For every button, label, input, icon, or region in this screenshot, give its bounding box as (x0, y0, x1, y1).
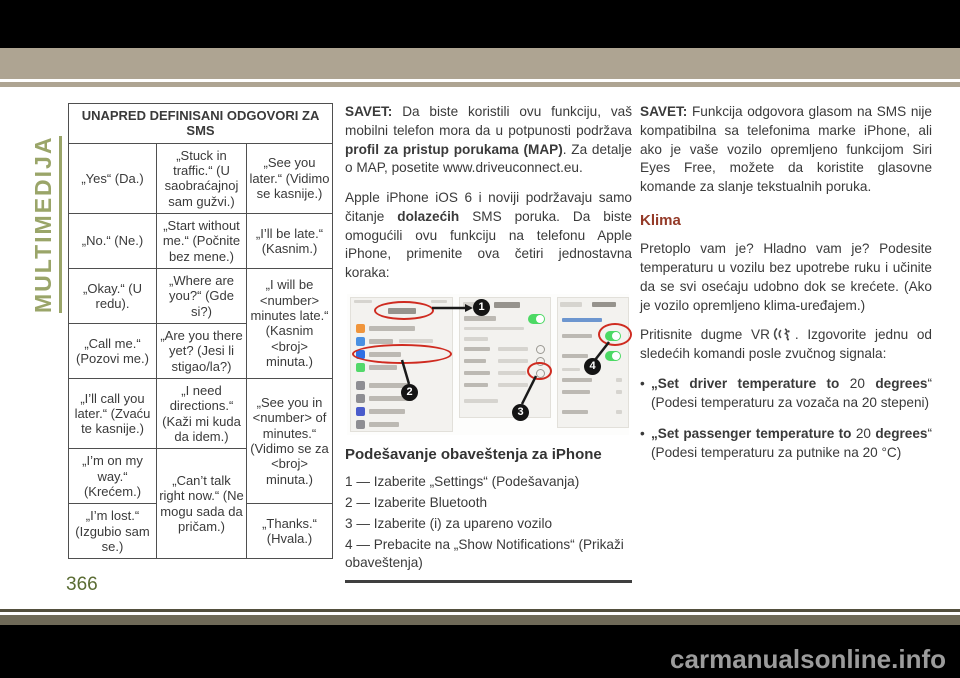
table-row (69, 268, 333, 323)
figure-caption: Podešavanje obaveštenja za iPhone (345, 445, 602, 463)
cell-no: „No.“ (Ne.) (69, 213, 157, 268)
bottom-olive-bar (0, 615, 960, 625)
callout-2-badge: 2 (401, 384, 418, 401)
cell-see-you-in-minutes: „See you in <number> of minutes.“ (Vidimo se za <broj> minuta.) (247, 378, 333, 503)
watermark-text: carmanualsonline.info (670, 644, 946, 674)
cell-okay: „Okay.“ (U redu). (69, 268, 157, 323)
page-number: 366 (66, 574, 98, 595)
tip-map-paragraph: SAVET: Da biste koristili ovu funkciju, vaš mobilni telefon mora da u potpunosti podržava profil za pristup porukama (MAP). Za detalje o MAP, posetite www.driveuconnect.eu. (345, 104, 632, 176)
section-tab (30, 136, 62, 313)
cell-ill-call-you-later: „I’ll call you later.“ (Zvaću te kasnije.) (69, 378, 157, 448)
cell-cant-talk: „Can’t talk right now.“ (Ne mogu sada da pričam.) (157, 449, 247, 559)
callout-3-badge: 3 (512, 404, 529, 421)
table-row (69, 143, 333, 213)
cell-stuck-in-traffic: „Stuck in traffic.“ (U saobraćajnoj sam gužvi.) (157, 143, 247, 213)
vr-button-paragraph (640, 326, 932, 364)
right-column (640, 103, 932, 476)
voice-command-bullet (640, 425, 932, 463)
cell-yes: „Yes“ (Da.) (69, 143, 157, 213)
table-row (69, 213, 333, 268)
cell-ill-be-late: „I’ll be late.“ (Kasnim.) (247, 213, 333, 268)
section-label: MULTIMEDIJA (30, 136, 62, 313)
vr-paragraph-before: Pritisnite dugme VR (640, 327, 770, 343)
table-row (69, 378, 333, 448)
top-tan-bar (0, 48, 960, 79)
sms-answers-table (68, 103, 333, 559)
table-header-row (69, 104, 333, 144)
driver-temperature-command: „Set driver temperature to 20 degrees“ (Podesi temperaturu za vozača na 20 stepeni) (651, 375, 932, 410)
cell-im-on-my-way: „I’m on my way.“ (Krećem.) (69, 449, 157, 504)
top-tan-thin-stripe (0, 82, 960, 87)
cell-see-you-later: „See you later.“ (Vidimo se kasnije.) (247, 143, 333, 213)
bottom-dark-rule (0, 609, 960, 612)
cell-im-lost: „I’m lost.“ (Izgubio sam se.) (69, 504, 157, 559)
cell-i-need-directions: „I need directions.“ (Kaži mi kuda da idem.) (157, 378, 247, 448)
cell-are-you-there-yet: „Are you there yet? (Jesi li stigao/la?) (157, 323, 247, 378)
step-item: 3 — Izaberite (i) za upareno vozilo (345, 515, 553, 531)
bullet-icon: • (640, 426, 645, 442)
iphone-settings-figure (347, 294, 629, 435)
cell-minutes-late: „I will be <number> minutes late.“ (Kasnim <broj> minuta.) (247, 268, 333, 378)
cell-start-without-me: „Start without me.“ (Počnite bez mene.) (157, 213, 247, 268)
callout-1-badge: 1 (473, 299, 490, 316)
callout-4-badge: 4 (584, 358, 601, 375)
bullet-icon: • (640, 375, 645, 391)
middle-column (345, 103, 632, 583)
cell-call-me: „Call me.“ (Pozovi me.) (69, 323, 157, 378)
iphone-setup-steps (345, 473, 632, 573)
cell-thanks: „Thanks.“ (Hvala.) (247, 504, 333, 559)
step-item: 4 — Prebacite na „Show Notifications“ (Prikaži obaveštenja) (345, 536, 624, 571)
voice-command-icon (773, 326, 791, 342)
figure-section-rule (345, 580, 632, 583)
table-title: UNAPRED DEFINISANI ODGOVORI ZA SMS (69, 104, 333, 144)
step-item: 1 — Izaberite „Settings“ (Podešavanja) (345, 474, 580, 490)
vr-paragraph-after: . Izgovorite jednu od sledećih komandi posle zvučnog signala: (640, 327, 932, 362)
step-item: 2 — Izaberite Bluetooth (345, 495, 488, 511)
tip-voice-reply-paragraph: SAVET: Funkcija odgovora glasom na SMS nije kompatibilna sa telefonima marke iPhone, ali ako je vaše vozilo opremljeno funkcijom Siri Eyes Free, možete da koristite glasovne komande za slanje tekstualnih poruka. (640, 104, 932, 194)
passenger-temperature-command: „Set passenger temperature to 20 degrees“ (Podesi temperaturu za putnike na 20 °C) (651, 426, 932, 461)
climate-heading: Klima (640, 211, 681, 229)
climate-intro-paragraph: Pretoplo vam je? Hladno vam je? Podesite temperaturu u vozilu bez upotrebe ruku i učinite da se svi osećaju udobno dok se krećete. (Ako je vozilo opremljeno klima-uređajem.) (640, 241, 932, 313)
top-black-bar (0, 0, 960, 48)
cell-where-are-you: „Where are you?“ (Gde si?) (157, 268, 247, 323)
iphone-ios6-paragraph: Apple iPhone iOS 6 i noviji podržavaju samo čitanje dolazećih SMS poruka. Da biste omogućili ovu funkciju na telefonu Apple iPhone, primenite ova četiri jednostavna koraka: (345, 190, 632, 280)
voice-command-bullet (640, 375, 932, 413)
